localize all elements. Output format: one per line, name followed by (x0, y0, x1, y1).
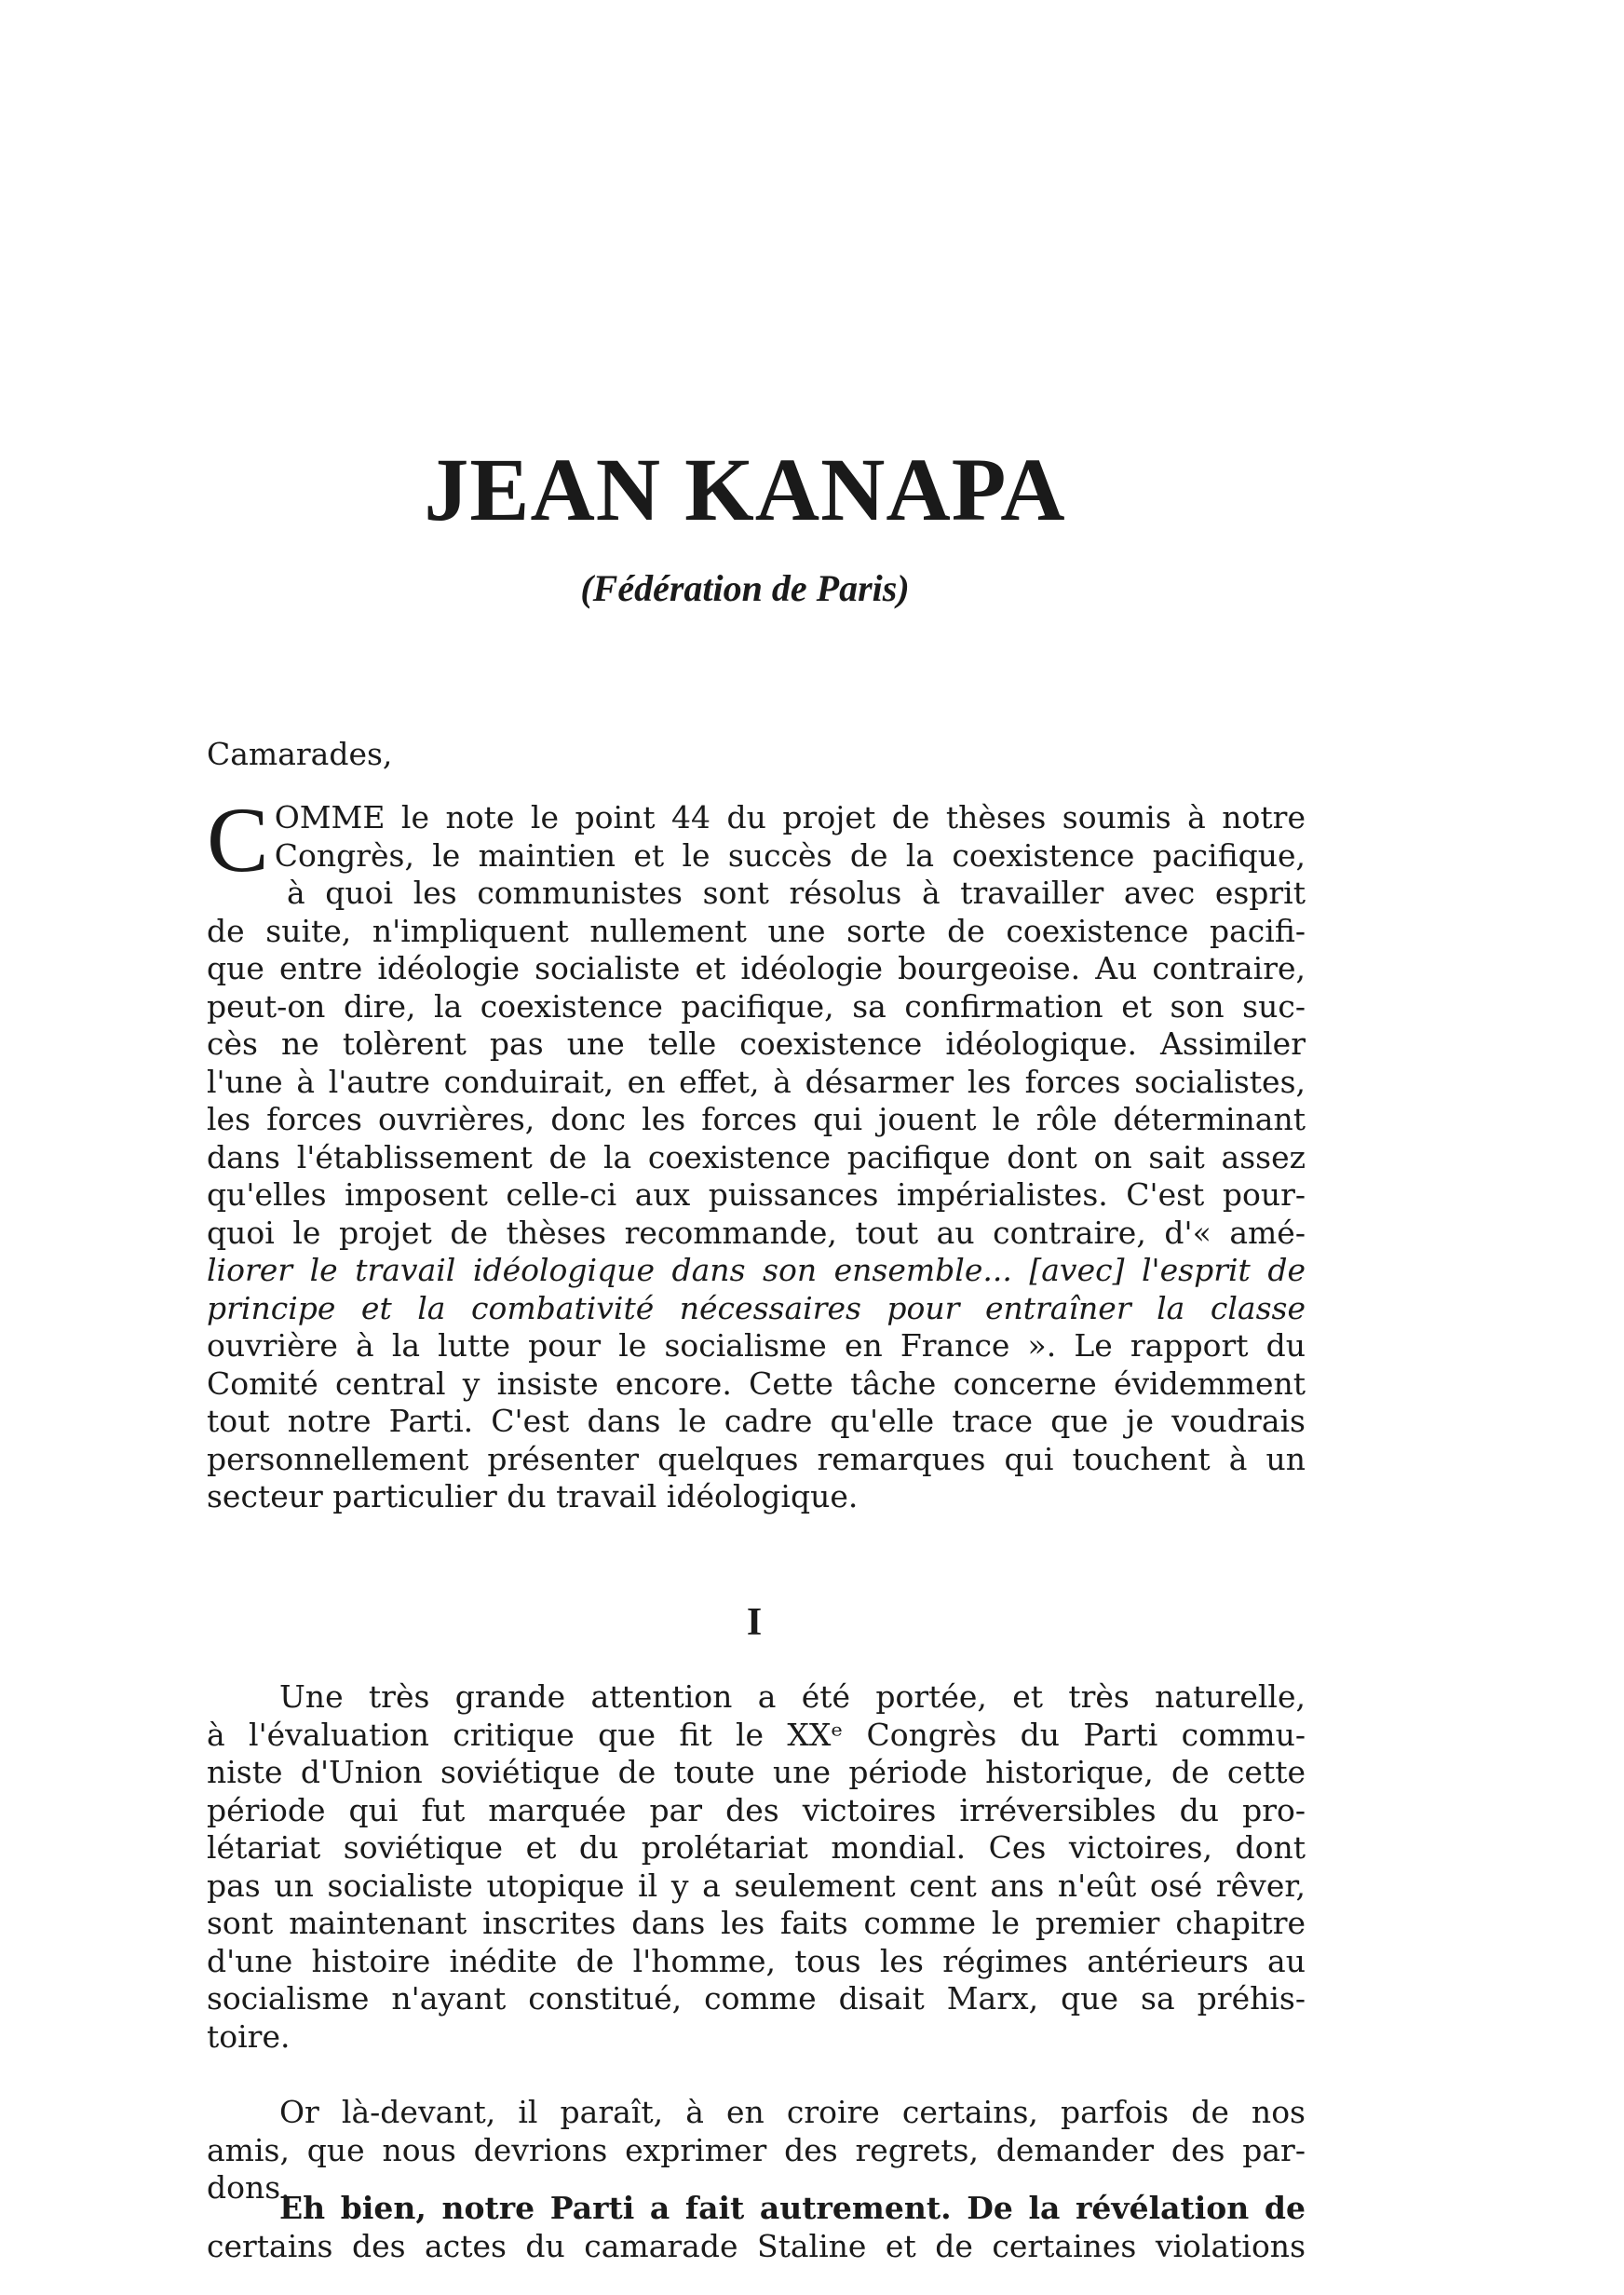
text-line: amis, que nous devrions exprimer des regrets, demander des par- (207, 2131, 1306, 2168)
text-line: qu'elles imposent celle-ci aux puissances impérialistes. C'est pour- (207, 1176, 1306, 1213)
author-title: JEAN KANAPA (424, 440, 1066, 539)
text-line: secteur particulier du travail idéologique. (207, 1478, 859, 1514)
text-line: socialisme n'ayant constitué, comme disait Marx, que sa préhis- (207, 1980, 1306, 2017)
paragraph-four (207, 2190, 1306, 2265)
text-line: période qui fut marquée par des victoires irréversibles du pro- (207, 1791, 1306, 1828)
text-line: de suite, n'impliquent nullement une sorte de coexistence pacifi- (207, 912, 1306, 949)
text-line: quoi le projet de thèses recommande, tout au contraire, d'« amé- (207, 1214, 1306, 1251)
text-line: les forces ouvrières, donc les forces qui jouent le rôle déterminant (207, 1101, 1306, 1137)
text-line: létariat soviétique et du prolétariat mondial. Ces victoires, dont (207, 1829, 1306, 1866)
author-affiliation: (Fédération de Paris) (580, 567, 910, 609)
text-line: peut-on dire, la coexistence pacifique, sa confirmation et son suc- (207, 987, 1306, 1025)
salutation: Camarades, (207, 736, 393, 772)
text-line: l'une à l'autre conduirait, en effet, à désarmer les forces socialistes, (207, 1063, 1306, 1100)
text-line: niste d'Union soviétique de toute une période historique, de cette (207, 1754, 1306, 1790)
text-line: certains des actes du camarade Staline et de certaines violations (207, 2227, 1306, 2264)
paragraph-intro (207, 788, 1306, 1516)
text-line: d'une histoire inédite de l'homme, tous les régimes antérieurs au (207, 1942, 1306, 1979)
text-line-quote: principe et la combativité nécessaires pour entraîner la classe (207, 1289, 1306, 1326)
text-line: toire. (207, 2017, 291, 2055)
text-line-quote: liorer le travail idéologique dans son ensemble... [avec] l'esprit de (207, 1252, 1306, 1288)
section-heading: I (746, 1601, 763, 1644)
text-line: Comité central y insiste encore. Cette tâche concerne évidemment (207, 1365, 1306, 1402)
text-line: Une très grande attention a été portée, et très naturelle, (279, 1678, 1306, 1715)
text-line: cès ne tolèrent pas une telle coexistence idéologique. Assimiler (207, 1025, 1306, 1062)
text-line: personnellement présenter quelques remarques qui touchent à un (207, 1440, 1306, 1477)
text-line: OMME le note le point 44 du projet de thèses soumis à notre (274, 799, 1306, 835)
text-line: à quoi les communistes sont résolus à travailler avec esprit (287, 875, 1306, 911)
text-line: ouvrière à la lutte pour le socialisme en France ». Le rapport du (207, 1327, 1306, 1364)
text-line: Eh bien, notre Parti a fait autrement. De la révélation de (279, 2190, 1306, 2226)
text-line: Or là-devant, il paraît, à en croire certains, parfois de nos (279, 2094, 1306, 2130)
text-line: tout notre Parti. C'est dans le cadre qu'elle trace que je voudrais (207, 1403, 1306, 1439)
text-line: dans l'établissement de la coexistence pacifique dont on sait assez (207, 1138, 1306, 1175)
text-line: dons. (207, 2169, 291, 2206)
text-line: Congrès, le maintien et le succès de la coexistence pacifique, (274, 836, 1306, 874)
text-line: sont maintenant inscrites dans les faits comme le premier chapitre (207, 1905, 1306, 1941)
text-line: que entre idéologie socialiste et idéologie bourgeoise. Au contraire, (207, 950, 1306, 986)
text-line: à l'évaluation critique que fit le XXᵉ Congrès du Parti commu- (207, 1716, 1306, 1753)
paragraph-two (207, 1678, 1306, 2056)
drop-cap: C (207, 788, 269, 891)
text-line: pas un socialiste utopique il y a seulement cent ans n'eût osé rêver, (207, 1867, 1306, 1904)
